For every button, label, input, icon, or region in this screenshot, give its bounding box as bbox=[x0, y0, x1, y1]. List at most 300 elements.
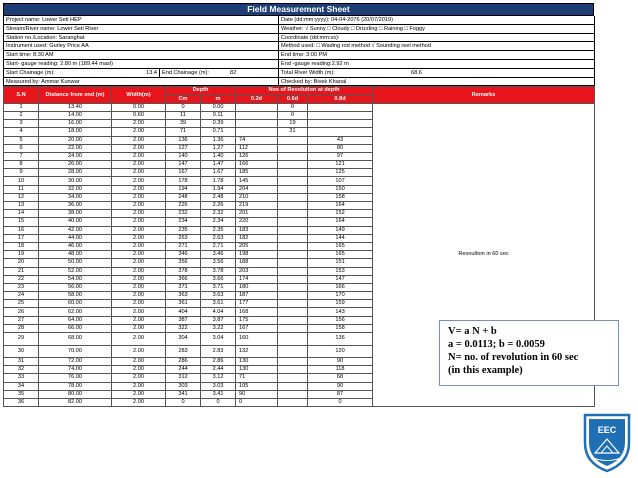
cell-sn: 23 bbox=[4, 283, 39, 291]
cell-rev-02d bbox=[236, 120, 278, 128]
cell-sn: 27 bbox=[4, 316, 39, 324]
cell-sn: 22 bbox=[4, 275, 39, 283]
cell-sn: 18 bbox=[4, 242, 39, 250]
cell-rev-02d: 204 bbox=[236, 185, 278, 193]
cell-rev-08d: 97 bbox=[308, 152, 373, 160]
cell-rev-06d bbox=[278, 234, 308, 242]
cell-rev-08d: 68 bbox=[308, 374, 373, 382]
total-width-row bbox=[279, 69, 595, 78]
cell-depth-m: 2.83 bbox=[201, 345, 236, 358]
cell-rev-02d: 185 bbox=[236, 169, 278, 177]
cell-distance: 48.00 bbox=[39, 251, 112, 259]
cell-sn: 21 bbox=[4, 267, 39, 275]
cell-depth-m: 2.71 bbox=[201, 242, 236, 250]
cell-depth-cm: 361 bbox=[166, 300, 201, 308]
cell-rev-06d bbox=[278, 226, 308, 234]
project-name: Project name: Lower Seti HEP bbox=[4, 16, 279, 25]
cell-rev-06d bbox=[278, 169, 308, 177]
cell-rev-02d: 219 bbox=[236, 202, 278, 210]
remarks-cell: Revoultion in 60 sec bbox=[373, 103, 595, 406]
cell-rev-08d: 153 bbox=[308, 267, 373, 275]
cell-sn: 7 bbox=[4, 152, 39, 160]
cell-sn: 32 bbox=[4, 366, 39, 374]
cell-rev-06d bbox=[278, 374, 308, 382]
cell-width: 2.00 bbox=[112, 242, 166, 250]
cell-rev-02d: 177 bbox=[236, 300, 278, 308]
cell-rev-02d: 126 bbox=[236, 152, 278, 160]
cell-rev-06d bbox=[278, 283, 308, 291]
cell-sn: 30 bbox=[4, 345, 39, 358]
cell-depth-cm: 39 bbox=[166, 120, 201, 128]
cell-distance: 58.00 bbox=[39, 292, 112, 300]
cell-rev-08d: 159 bbox=[308, 300, 373, 308]
coordinate-field: Coordinate (dd:mm:ss): bbox=[279, 34, 595, 43]
cell-rev-02d: 203 bbox=[236, 267, 278, 275]
cell-depth-m: 1.40 bbox=[201, 152, 236, 160]
cell-rev-08d: 150 bbox=[308, 185, 373, 193]
cell-sn: 20 bbox=[4, 259, 39, 267]
table-row bbox=[4, 103, 595, 111]
cell-rev-06d: 19 bbox=[278, 120, 308, 128]
cell-rev-06d bbox=[278, 152, 308, 160]
cell-depth-m: 3.71 bbox=[201, 283, 236, 291]
cell-width: 2.00 bbox=[112, 169, 166, 177]
chainage-row bbox=[4, 69, 279, 78]
cell-depth-cm: 283 bbox=[166, 345, 201, 358]
cell-rev-08d: 118 bbox=[308, 366, 373, 374]
header-width: Width(m) bbox=[112, 87, 166, 103]
cell-rev-02d: 220 bbox=[236, 218, 278, 226]
cell-depth-m: 3.04 bbox=[201, 333, 236, 346]
cell-depth-m: 2.86 bbox=[201, 358, 236, 366]
station-location: Station no./Location: Saranghat bbox=[4, 34, 279, 43]
cell-sn: 26 bbox=[4, 308, 39, 316]
cell-rev-02d: 168 bbox=[236, 308, 278, 316]
cell-depth-m: 2.26 bbox=[201, 202, 236, 210]
cell-rev-08d: 121 bbox=[308, 161, 373, 169]
cell-rev-02d: 210 bbox=[236, 193, 278, 201]
cell-depth-cm: 0 bbox=[166, 103, 201, 111]
cell-width: 2.00 bbox=[112, 210, 166, 218]
cell-depth-m: 2.63 bbox=[201, 234, 236, 242]
cell-rev-06d bbox=[278, 275, 308, 283]
cell-rev-08d: 144 bbox=[308, 234, 373, 242]
cell-depth-cm: 178 bbox=[166, 177, 201, 185]
formula-line-4: (in this example) bbox=[448, 365, 523, 376]
cell-depth-m: 1.67 bbox=[201, 169, 236, 177]
cell-width: 2.00 bbox=[112, 267, 166, 275]
cell-width: 2.00 bbox=[112, 316, 166, 324]
cell-depth-m: 2.35 bbox=[201, 226, 236, 234]
cell-depth-cm: 356 bbox=[166, 259, 201, 267]
cell-rev-02d: 166 bbox=[236, 161, 278, 169]
cell-depth-m: 3.12 bbox=[201, 374, 236, 382]
cell-width: 2.00 bbox=[112, 308, 166, 316]
cell-width: 2.00 bbox=[112, 283, 166, 291]
cell-distance: 34.00 bbox=[39, 193, 112, 201]
end-gauge-reading: End -gauge reading:2.92 m bbox=[279, 60, 595, 69]
cell-rev-02d: 187 bbox=[236, 292, 278, 300]
cell-rev-08d: 164 bbox=[308, 202, 373, 210]
cell-sn: 25 bbox=[4, 300, 39, 308]
cell-width: 2.00 bbox=[112, 324, 166, 332]
cell-distance: 14.00 bbox=[39, 111, 112, 119]
cell-sn: 31 bbox=[4, 358, 39, 366]
cell-sn: 4 bbox=[4, 128, 39, 136]
cell-rev-08d: 87 bbox=[308, 390, 373, 398]
cell-rev-02d: 130 bbox=[236, 366, 278, 374]
cell-depth-cm: 303 bbox=[166, 382, 201, 390]
cell-depth-cm: 404 bbox=[166, 308, 201, 316]
cell-rev-06d bbox=[278, 358, 308, 366]
cell-rev-06d: 0 bbox=[278, 111, 308, 119]
table-header bbox=[4, 87, 595, 103]
cell-width: 0.60 bbox=[112, 111, 166, 119]
stream-name: Stream/River name: Lower Seti River bbox=[4, 25, 279, 34]
cell-rev-02d: 167 bbox=[236, 324, 278, 332]
cell-rev-06d bbox=[278, 366, 308, 374]
cell-depth-cm: 127 bbox=[166, 144, 201, 152]
start-time: Start time: 8:30 AM bbox=[4, 51, 279, 60]
cell-rev-08d: 80 bbox=[308, 144, 373, 152]
total-width-value: 68.6 bbox=[411, 69, 422, 76]
cell-rev-02d: 90 bbox=[236, 390, 278, 398]
cell-rev-06d bbox=[278, 267, 308, 275]
cell-width: 2.00 bbox=[112, 144, 166, 152]
cell-rev-02d: 183 bbox=[236, 226, 278, 234]
cell-depth-m: 0.11 bbox=[201, 111, 236, 119]
cell-sn: 17 bbox=[4, 234, 39, 242]
cell-depth-cm: 286 bbox=[166, 358, 201, 366]
cell-distance: 13.40 bbox=[39, 103, 112, 111]
cell-rev-08d bbox=[308, 111, 373, 119]
cell-sn: 6 bbox=[4, 144, 39, 152]
cell-rev-06d bbox=[278, 242, 308, 250]
cell-width: 2.00 bbox=[112, 152, 166, 160]
end-chainage-label: End Chainage (m): bbox=[162, 69, 209, 76]
cell-depth-m: 1.27 bbox=[201, 144, 236, 152]
cell-width: 2.00 bbox=[112, 390, 166, 398]
cell-width: 2.00 bbox=[112, 398, 166, 406]
cell-rev-06d bbox=[278, 210, 308, 218]
cell-distance: 82.00 bbox=[39, 398, 112, 406]
cell-rev-08d: 120 bbox=[308, 345, 373, 358]
cell-sn: 1 bbox=[4, 103, 39, 111]
cell-sn: 15 bbox=[4, 218, 39, 226]
cell-rev-02d bbox=[236, 128, 278, 136]
cell-width: 2.00 bbox=[112, 161, 166, 169]
cell-depth-cm: 366 bbox=[166, 275, 201, 283]
cell-sn: 8 bbox=[4, 161, 39, 169]
cell-depth-cm: 341 bbox=[166, 390, 201, 398]
cell-rev-06d bbox=[278, 300, 308, 308]
cell-rev-08d: 147 bbox=[308, 275, 373, 283]
total-width-label: Total River Width (m): bbox=[281, 69, 335, 76]
cell-rev-08d bbox=[308, 120, 373, 128]
cell-depth-m: 0.71 bbox=[201, 128, 236, 136]
cell-distance: 32.00 bbox=[39, 185, 112, 193]
method-used: Method used: □ Wading rod method √ Sounding reel method bbox=[279, 42, 595, 51]
cell-sn: 13 bbox=[4, 202, 39, 210]
cell-rev-06d bbox=[278, 390, 308, 398]
formula-line-3: N= no. of revolution in 60 sec bbox=[448, 352, 579, 363]
cell-sn: 10 bbox=[4, 177, 39, 185]
header-rev-08d: 0.8d bbox=[308, 95, 373, 103]
cell-depth-m: 2.48 bbox=[201, 193, 236, 201]
cell-sn: 28 bbox=[4, 324, 39, 332]
cell-depth-m: 1.78 bbox=[201, 177, 236, 185]
cell-width: 2.00 bbox=[112, 300, 166, 308]
cell-rev-02d: 174 bbox=[236, 275, 278, 283]
cell-width: 2.00 bbox=[112, 358, 166, 366]
cell-rev-06d bbox=[278, 161, 308, 169]
cell-depth-cm: 363 bbox=[166, 292, 201, 300]
cell-width: 0.00 bbox=[112, 103, 166, 111]
cell-width: 2.00 bbox=[112, 292, 166, 300]
cell-rev-06d bbox=[278, 398, 308, 406]
cell-depth-m: 0 bbox=[201, 398, 236, 406]
cell-rev-02d: 182 bbox=[236, 234, 278, 242]
cell-distance: 78.00 bbox=[39, 382, 112, 390]
cell-rev-02d: 0 bbox=[236, 398, 278, 406]
cell-rev-02d: 105 bbox=[236, 382, 278, 390]
velocity-formula-box bbox=[439, 320, 619, 386]
cell-distance: 46.00 bbox=[39, 242, 112, 250]
cell-width: 2.00 bbox=[112, 185, 166, 193]
cell-sn: 19 bbox=[4, 251, 39, 259]
cell-sn: 16 bbox=[4, 226, 39, 234]
formula-line-1: V= a N + b bbox=[448, 326, 497, 337]
header-depth: Depth bbox=[166, 87, 236, 95]
cell-sn: 36 bbox=[4, 398, 39, 406]
cell-depth-m: 3.03 bbox=[201, 382, 236, 390]
cell-sn: 3 bbox=[4, 120, 39, 128]
cell-rev-08d: 165 bbox=[308, 251, 373, 259]
cell-rev-06d bbox=[278, 185, 308, 193]
cell-width: 2.00 bbox=[112, 259, 166, 267]
cell-distance: 68.00 bbox=[39, 333, 112, 346]
cell-rev-08d: 149 bbox=[308, 226, 373, 234]
cell-distance: 54.00 bbox=[39, 275, 112, 283]
cell-rev-08d: 0 bbox=[308, 398, 373, 406]
cell-width: 2.00 bbox=[112, 136, 166, 144]
cell-depth-cm: 226 bbox=[166, 202, 201, 210]
cell-rev-06d bbox=[278, 382, 308, 390]
cell-rev-02d: 71 bbox=[236, 374, 278, 382]
cell-depth-m: 3.41 bbox=[201, 390, 236, 398]
cell-rev-02d: 201 bbox=[236, 210, 278, 218]
sheet-title: Field Measurement Sheet bbox=[3, 3, 594, 16]
cell-depth-cm: 235 bbox=[166, 226, 201, 234]
cell-sn: 29 bbox=[4, 333, 39, 346]
cell-depth-cm: 71 bbox=[166, 128, 201, 136]
header-depth-cm: Cm bbox=[166, 95, 201, 103]
cell-rev-08d: 156 bbox=[308, 316, 373, 324]
instrument-used: Instrument used: Gurley Price AA bbox=[4, 42, 279, 51]
cell-distance: 44.00 bbox=[39, 234, 112, 242]
cell-distance: 64.00 bbox=[39, 316, 112, 324]
cell-rev-06d: 31 bbox=[278, 128, 308, 136]
cell-rev-08d: 90 bbox=[308, 382, 373, 390]
cell-distance: 74.00 bbox=[39, 366, 112, 374]
cell-rev-06d bbox=[278, 292, 308, 300]
cell-rev-08d bbox=[308, 128, 373, 136]
cell-rev-02d: 74 bbox=[236, 136, 278, 144]
cell-rev-06d bbox=[278, 136, 308, 144]
cell-depth-m: 1.94 bbox=[201, 185, 236, 193]
cell-rev-08d: 158 bbox=[308, 324, 373, 332]
cell-rev-02d: 130 bbox=[236, 358, 278, 366]
cell-distance: 36.00 bbox=[39, 202, 112, 210]
cell-depth-m: 3.56 bbox=[201, 259, 236, 267]
cell-sn: 35 bbox=[4, 390, 39, 398]
end-chainage-value: 82 bbox=[230, 69, 237, 76]
cell-distance: 76.00 bbox=[39, 374, 112, 382]
cell-distance: 72.00 bbox=[39, 358, 112, 366]
cell-rev-06d bbox=[278, 259, 308, 267]
cell-rev-08d bbox=[308, 103, 373, 111]
eec-logo bbox=[581, 409, 633, 475]
cell-depth-m: 1.36 bbox=[201, 136, 236, 144]
cell-width: 2.00 bbox=[112, 333, 166, 346]
cell-rev-08d: 170 bbox=[308, 292, 373, 300]
cell-distance: 50.00 bbox=[39, 259, 112, 267]
cell-distance: 28.00 bbox=[39, 169, 112, 177]
cell-depth-cm: 167 bbox=[166, 169, 201, 177]
checked-by: Checked by: Bivek Khanal bbox=[279, 78, 595, 87]
cell-depth-m: 3.46 bbox=[201, 251, 236, 259]
start-chainage-value: 13.4 bbox=[102, 69, 160, 77]
cell-depth-cm: 387 bbox=[166, 316, 201, 324]
header-revolution: Nos of Revolution at depth bbox=[236, 87, 373, 95]
cell-rev-06d bbox=[278, 324, 308, 332]
header-sn: S.N bbox=[4, 87, 39, 103]
cell-rev-06d bbox=[278, 333, 308, 346]
cell-rev-08d: 164 bbox=[308, 218, 373, 226]
cell-rev-02d: 188 bbox=[236, 259, 278, 267]
cell-depth-m: 3.66 bbox=[201, 275, 236, 283]
header-distance: Distance from end (m) bbox=[39, 87, 112, 103]
cell-distance: 38.00 bbox=[39, 210, 112, 218]
header-remarks: Remarks bbox=[373, 87, 595, 103]
cell-rev-08d: 165 bbox=[308, 242, 373, 250]
cell-rev-02d: 175 bbox=[236, 316, 278, 324]
cell-distance: 40.00 bbox=[39, 218, 112, 226]
cell-rev-08d: 166 bbox=[308, 283, 373, 291]
cell-width: 2.00 bbox=[112, 128, 166, 136]
cell-sn: 33 bbox=[4, 374, 39, 382]
cell-depth-cm: 147 bbox=[166, 161, 201, 169]
cell-rev-08d: 125 bbox=[308, 169, 373, 177]
cell-width: 2.00 bbox=[112, 382, 166, 390]
cell-distance: 66.00 bbox=[39, 324, 112, 332]
cell-rev-06d bbox=[278, 177, 308, 185]
header-depth-m: m bbox=[201, 95, 236, 103]
cell-width: 2.00 bbox=[112, 193, 166, 201]
cell-depth-m: 3.78 bbox=[201, 267, 236, 275]
cell-depth-cm: 271 bbox=[166, 242, 201, 250]
cell-rev-02d bbox=[236, 103, 278, 111]
cell-distance: 20.00 bbox=[39, 136, 112, 144]
cell-width: 2.00 bbox=[112, 234, 166, 242]
cell-depth-cm: 0 bbox=[166, 398, 201, 406]
cell-rev-08d: 151 bbox=[308, 259, 373, 267]
cell-rev-06d bbox=[278, 345, 308, 358]
formula-line-2: a = 0.0113; b = 0.0059 bbox=[448, 339, 545, 350]
cell-width: 2.00 bbox=[112, 226, 166, 234]
cell-depth-cm: 371 bbox=[166, 283, 201, 291]
header-rev-06d: 0.6d bbox=[278, 95, 308, 103]
cell-sn: 12 bbox=[4, 193, 39, 201]
cell-rev-06d bbox=[278, 144, 308, 152]
cell-width: 2.00 bbox=[112, 345, 166, 358]
cell-rev-02d: 160 bbox=[236, 333, 278, 346]
cell-rev-08d: 143 bbox=[308, 308, 373, 316]
header-rev-02d: 0.2d bbox=[236, 95, 278, 103]
cell-rev-02d: 112 bbox=[236, 144, 278, 152]
cell-depth-m: 3.87 bbox=[201, 316, 236, 324]
cell-distance: 56.00 bbox=[39, 283, 112, 291]
cell-rev-02d: 180 bbox=[236, 283, 278, 291]
cell-depth-cm: 346 bbox=[166, 251, 201, 259]
cell-rev-02d: 132 bbox=[236, 345, 278, 358]
cell-width: 2.00 bbox=[112, 120, 166, 128]
cell-depth-m: 1.47 bbox=[201, 161, 236, 169]
cell-rev-06d bbox=[278, 316, 308, 324]
cell-depth-cm: 304 bbox=[166, 333, 201, 346]
cell-rev-02d: 205 bbox=[236, 242, 278, 250]
cell-depth-m: 2.32 bbox=[201, 210, 236, 218]
cell-rev-02d: 145 bbox=[236, 177, 278, 185]
cell-rev-06d bbox=[278, 308, 308, 316]
cell-sn: 24 bbox=[4, 292, 39, 300]
end-time: End time: 3:00 PM bbox=[279, 51, 595, 60]
cell-rev-08d: 158 bbox=[308, 193, 373, 201]
cell-depth-cm: 234 bbox=[166, 218, 201, 226]
cell-distance: 24.00 bbox=[39, 152, 112, 160]
cell-depth-m: 0.39 bbox=[201, 120, 236, 128]
cell-rev-08d: 152 bbox=[308, 210, 373, 218]
cell-width: 2.00 bbox=[112, 218, 166, 226]
cell-rev-08d: 136 bbox=[308, 333, 373, 346]
cell-rev-06d bbox=[278, 251, 308, 259]
cell-sn: 34 bbox=[4, 382, 39, 390]
measured-by: Measured by: Ammar Kunwar bbox=[4, 78, 279, 87]
cell-width: 2.00 bbox=[112, 177, 166, 185]
cell-distance: 26.00 bbox=[39, 161, 112, 169]
cell-distance: 18.00 bbox=[39, 128, 112, 136]
logo-text: EEC bbox=[597, 425, 617, 435]
cell-rev-08d: 107 bbox=[308, 177, 373, 185]
cell-depth-cm: 322 bbox=[166, 324, 201, 332]
cell-rev-06d bbox=[278, 202, 308, 210]
cell-distance: 52.00 bbox=[39, 267, 112, 275]
cell-depth-cm: 378 bbox=[166, 267, 201, 275]
cell-sn: 14 bbox=[4, 210, 39, 218]
date-field: Date (dd:mm:yyyy): 04-04-2076 (20/07/2019) bbox=[279, 16, 595, 25]
cell-depth-m: 3.61 bbox=[201, 300, 236, 308]
cell-distance: 60.00 bbox=[39, 300, 112, 308]
cell-distance: 70.00 bbox=[39, 345, 112, 358]
cell-depth-m: 2.44 bbox=[201, 366, 236, 374]
cell-width: 2.00 bbox=[112, 202, 166, 210]
cell-depth-m: 4.04 bbox=[201, 308, 236, 316]
weather-field: Weather: √ Sunny □ Cloudy □ Drizzling □ Raining □ Foggy bbox=[279, 25, 595, 34]
cell-distance: 22.00 bbox=[39, 144, 112, 152]
cell-depth-cm: 136 bbox=[166, 136, 201, 144]
cell-depth-m: 0.00 bbox=[201, 103, 236, 111]
cell-depth-cm: 11 bbox=[166, 111, 201, 119]
